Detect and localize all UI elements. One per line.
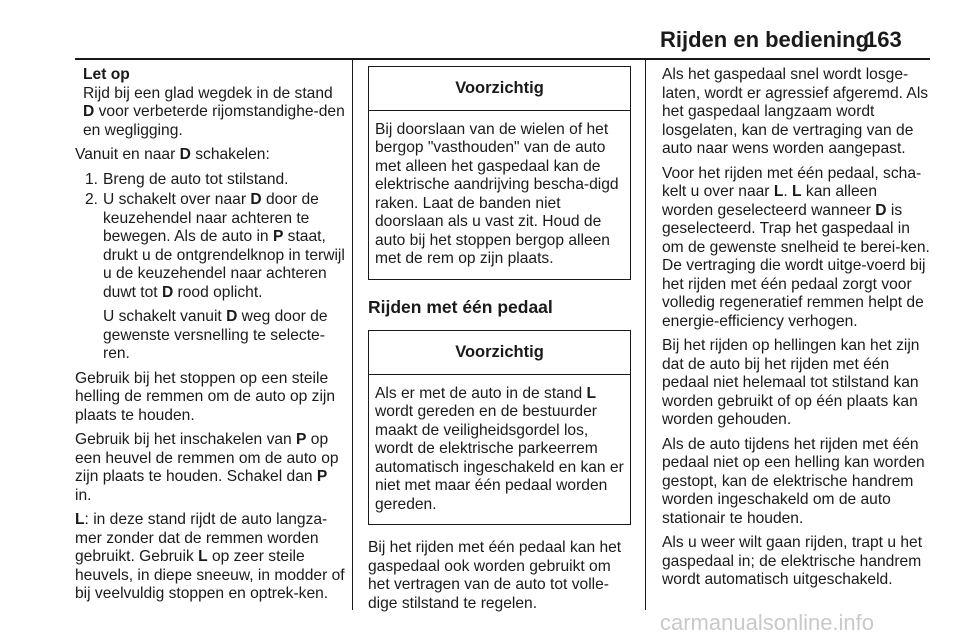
para-low: L: in deze stand rijdt de auto langza-mer zonder dat de remmen worden gebruikt. Gebruik L op zeer steile heuvels, in diepe sneeuw, in modder of bij veelvuldig stoppen en optrek-ken. — [75, 511, 345, 602]
one-pedal-paragraph: Bij het rijden met één pedaal kan het gaspedaal ook worden gebruikt om het vertragen van de auto tot volle-dige stilstand te regelen. — [368, 539, 622, 612]
para-release: Als het gaspedaal snel wordt losge-laten, wordt er agressief afgeremd. Als het gaspedaal langzaam wordt losgelaten, kan de vertraging van de auto naar wens worden aangepast. — [662, 66, 929, 157]
header-rule — [75, 58, 930, 60]
para-park: Gebruik bij het inschakelen van P op een heuvel de remmen om de auto op zijn plaats te houden. Schakel dan P in. — [75, 431, 339, 504]
column-divider-left — [352, 60, 353, 610]
warning-body: Als er met de auto in de stand L wordt gereden en de bestuurder maakt de veiligheidsgordel los, wordt de elektrische parkeerrem automatisch ingeschakeld en kan er niet met maar één pedaal worden gereden. — [375, 384, 624, 513]
column-right — [662, 66, 930, 596]
warning-box-2 — [368, 330, 631, 525]
list-item: 1. Breng de auto tot stilstand. — [85, 170, 289, 188]
step2-subtext: U schakelt vanuit D weg door de gewenste versnelling te selecte-ren. — [103, 308, 328, 362]
note-text: Rijd bij een glad wegdek in de stand D voor verbeterde rijomstandighe-den en wegligging. — [83, 84, 345, 139]
steps-list — [75, 171, 345, 303]
note-label: Let op — [83, 66, 130, 83]
column-left — [75, 66, 345, 610]
para-stop: Gebruik bij het stoppen op een steile helling de remmen om de auto op zijn plaats te houden. — [75, 369, 336, 424]
warning-body: Bij doorslaan van de wielen of het bergop "vasthouden" van de auto met alleen het gaspedaal kan de elektrische aandrijving bescha-digd raken. Laat de banden niet doorslaan als u vast zit. Houd de auto bij het stoppen bergop alleen met de rem op zijn plaats. — [375, 120, 619, 267]
page-number: 163 — [865, 27, 902, 52]
watermark: carmanualsonline.info — [660, 610, 875, 635]
column-divider-right — [645, 60, 646, 610]
para-handbrake: Als de auto tijdens het rijden met één pedaal niet op een helling kan worden gestopt, kan de elektrische handrem worden ingeschakeld om de auto stationair te houden. — [662, 435, 925, 527]
list-item: 2. U schakelt over naar D door de keuzehendel naar achteren te bewegen. Als de auto in P staat, drukt u de ontgrendelknop in terwijl u de keuzehendel naar achteren duwt tot D rood oplicht. — [85, 191, 345, 301]
page-header-title: Rijden en bediening — [660, 27, 870, 52]
section-heading: Rijden met één pedaal — [368, 296, 553, 317]
warning-title: Voorzichtig — [369, 331, 630, 375]
para-restart: Als u weer wilt gaan rijden, trapt u het gaspedaal in; de elektrische handrem wordt automatisch uitgeschakeld. — [662, 534, 923, 588]
warning-box-1 — [368, 66, 631, 280]
column-middle — [368, 66, 631, 619]
warning-title: Voorzichtig — [369, 67, 630, 111]
para-slopes: Bij het rijden op hellingen kan het zijn dat de auto bij het rijden met één pedaal niet helemaal tot stilstand kan worden gebruikt of op één plaats kan worden gehouden. — [662, 337, 920, 428]
para-one-pedal: Voor het rijden met één pedaal, scha-kelt u over naar L. L kan alleen worden geselecteerd wanneer D is geselecteerd. Trap het gaspedaal in om de gewenste snelheid te berei-ken. De vertraging die wordt uitge-voerd bij het rijden met één pedaal zorgt voor volledig regeneratief remmen helpt de energie-efficiency verhogen. — [662, 164, 930, 330]
intro-text: Vanuit en naar D schakelen: — [75, 146, 270, 163]
